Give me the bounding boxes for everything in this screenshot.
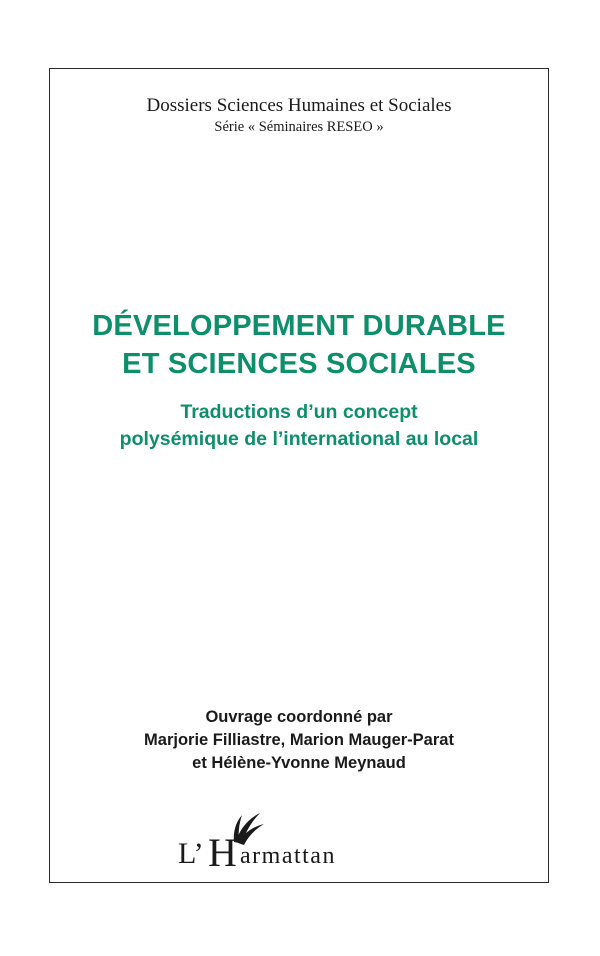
harmattan-logo-icon [178,811,428,869]
subcollection-name: Série « Séminaires RESEO » [214,119,384,135]
subtitle-line-1: Traductions d’un concept [180,401,418,423]
publisher-logo [178,811,428,869]
editors-names-1: Marjorie Filliastre, Marion Mauger-Parat [144,731,454,749]
editors-names-2: et Hélène-Yvonne Meynaud [192,754,406,772]
svg-text:armattan: armattan [240,843,336,869]
editors-block [50,706,548,775]
editors-intro: Ouvrage coordonné par [205,708,393,726]
title-line-2: ET SCIENCES SOCIALES [122,348,476,380]
svg-text:H: H [208,830,237,869]
collection-name: Dossiers Sciences Humaines et Sociales [146,95,452,116]
series-block [50,95,548,136]
book-subtitle [50,399,548,453]
subtitle-line-2: polysémique de l’international au local [119,428,479,450]
book-cover [49,68,549,883]
svg-text:L’: L’ [178,837,204,869]
book-title [50,307,548,383]
title-line-1: DÉVELOPPEMENT DURABLE [92,310,506,342]
